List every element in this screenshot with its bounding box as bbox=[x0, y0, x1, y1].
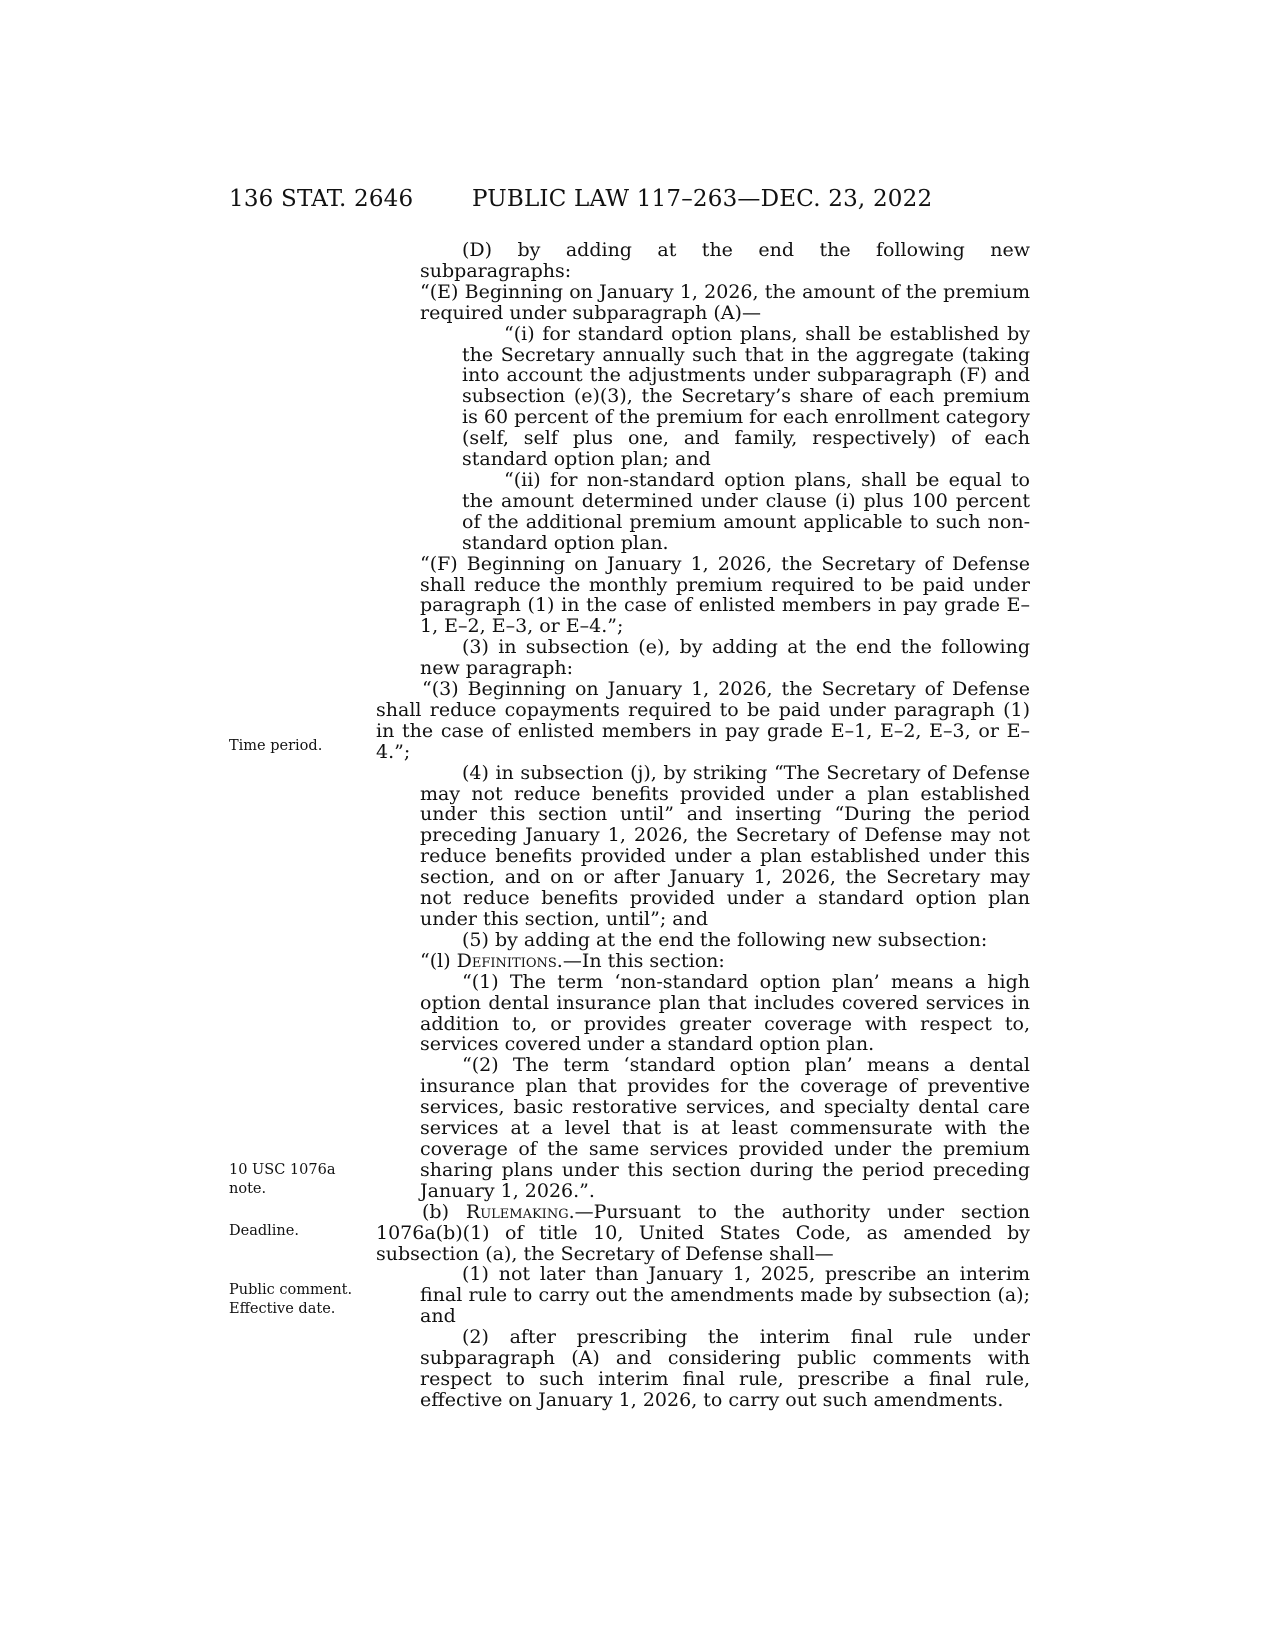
subparagraph-f: “(F) Beginning on January 1, 2026, the Secretary of Defense shall reduce the monthly premium required to be paid under paragraph (1) in the case of enlisted members in pay grade E–1, E–2, E–3, or E–4.”; bbox=[420, 552, 1030, 638]
margin-note-usc-line2: note. bbox=[229, 1181, 267, 1197]
margin-note-usc-line1: 10 USC 1076a bbox=[229, 1162, 336, 1178]
clause-e-i: “(i) for standard option plans, shall be established by the Secretary annually such that in the aggregate (taking into account the adjustments under subparagraph (F) and subsection (e)(3), the Secretary’s share of each premium is 60 percent of the premium for each enrollment category (self, self plus one, and family, respectively) of each standard option plan; and bbox=[462, 322, 1030, 471]
margin-note-public-comment-line: Public comment. bbox=[229, 1282, 353, 1298]
margin-note-public-comment bbox=[229, 1281, 352, 1319]
subsection-b-1: (1) not later than January 1, 2025, prescribe an interim final rule to carry out the amendments made by subsection (a); and bbox=[420, 1263, 1030, 1328]
margin-note-time-period: Time period. bbox=[229, 738, 323, 754]
paragraph-3-quote: “(3) Beginning on January 1, 2026, the Secretary of Defense shall reduce copayments required to be paid under paragraph (1) in the case of enlisted members in pay grade E–1, E–2, E–3, or E–4.”; bbox=[376, 678, 1030, 763]
definition-1: “(1) The term ‘non-standard option plan’ means a high option dental insurance plan that includes covered services in addition to, or provides greater coverage with respect to, services covered under a standard option plan. bbox=[420, 970, 1030, 1056]
paragraph-d: (D) by adding at the end the following new subparagraphs: bbox=[420, 239, 1030, 282]
margin-note-deadline: Deadline. bbox=[229, 1223, 299, 1239]
stat-page-number: 136 STAT. 2646 bbox=[229, 186, 414, 212]
page-title: PUBLIC LAW 117–263—DEC. 23, 2022 bbox=[472, 186, 933, 212]
subsection-b-prefix: (b) bbox=[422, 1200, 466, 1223]
paragraph-3: (3) in subsection (e), by adding at the end the following new paragraph: bbox=[420, 636, 1030, 680]
subsection-b-2: (2) after prescribing the interim final rule under subparagraph (A) and considering public comments with respect to such interim final rule, prescribe a final rule, effective on January 1, 2026, to carry out such amendments. bbox=[420, 1326, 1030, 1411]
subsection-b-text: .—Pursuant to the authority under section 1076a(b)(1) of title 10, United States Code, as amended by subsection (a), the Secretary of Defense shall— bbox=[376, 1200, 1030, 1265]
paragraph-5: (5) by adding at the end the following new subsection: bbox=[462, 928, 988, 951]
subsection-l-heading bbox=[376, 951, 1030, 972]
paragraph-4: (4) in subsection (j), by striking “The Secretary of Defense may not reduce benefits provided under a plan established under this section until” and inserting “During the period preceding January 1, 2026, the Secretary of Defense may not reduce benefits provided under a plan established under this section, and on or after January 1, 2026, the Secretary may not reduce benefits provided under a standard option plan under this section, until”; and bbox=[420, 761, 1030, 930]
margin-note-usc bbox=[229, 1161, 335, 1199]
margin-note-effective-date-line: Effective date. bbox=[229, 1301, 336, 1317]
subsection-l-title: Definitions bbox=[456, 949, 557, 972]
subparagraph-e: “(E) Beginning on January 1, 2026, the amount of the premium required under subparagraph (A)— bbox=[420, 280, 1030, 324]
statute-body bbox=[376, 240, 1030, 1411]
subsection-b bbox=[376, 1202, 1030, 1265]
subsection-b-title: Rulemaking bbox=[465, 1200, 569, 1223]
clause-e-ii: “(ii) for non-standard option plans, shall be equal to the amount determined under clause (i) plus 100 percent of the additional premium amount applicable to such non-standard option plan. bbox=[462, 468, 1030, 554]
subsection-l-suffix: .—In this section: bbox=[556, 949, 725, 972]
definition-2: “(2) The term ‘standard option plan’ means a dental insurance plan that provides for the coverage of preventive services, basic restorative services, and specialty dental care services at a level that is at least commensurate with the coverage of the same services provided under the premium sharing plans under this section during the period preceding January 1, 2026.”. bbox=[420, 1054, 1030, 1202]
subsection-l-prefix: “(l) bbox=[420, 949, 457, 972]
